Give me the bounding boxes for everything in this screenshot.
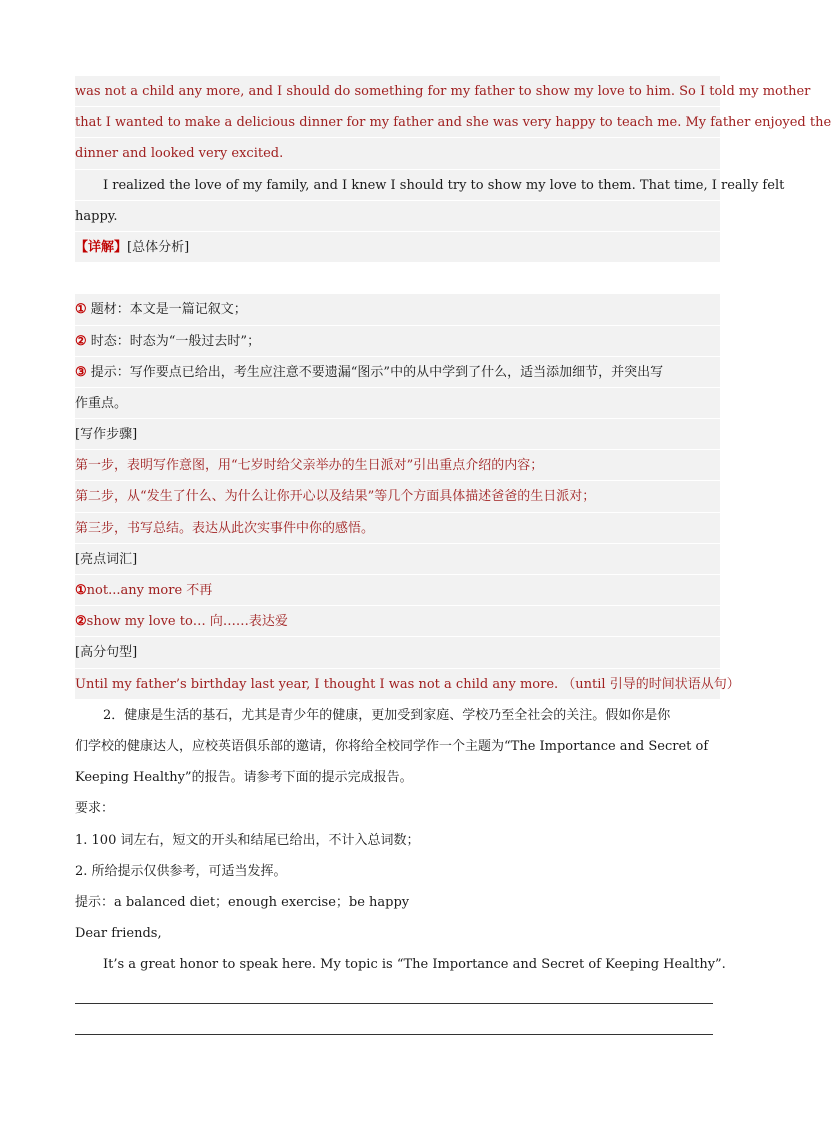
analysis-item-cont: 作重点。 <box>75 388 720 419</box>
story-line: happy. <box>75 201 720 232</box>
requirement-item: 2. 所给提示仅供参考，可适当发挥。 <box>75 863 287 879</box>
analysis-item: ① 题材：本文是一篇记叙文； <box>75 294 720 325</box>
requirements-title: 要求： <box>75 801 115 817</box>
steps-title: [写作步骤] <box>75 419 720 450</box>
step-line: 第三步，书写总结。表达从此次实事件中你的感悟。 <box>75 513 720 544</box>
vocab-title: [亮点词汇] <box>75 544 720 575</box>
circled-number: ② <box>75 614 87 630</box>
sentence-line: Until my father’s birthday last year, I thought I was not a child any more. （until 引导的时间状语从句） <box>75 669 720 700</box>
requirement-item: 1. 100 词左右，短文的开头和结尾已给出，不计入总词数； <box>75 832 420 848</box>
vocab-item: ①not...any more 不再 <box>75 575 720 606</box>
story-line: dinner and looked very excited. <box>75 138 720 169</box>
hint-line: 提示：a balanced diet；enough exercise；be happy <box>75 894 410 910</box>
vocab-item: ②show my love to… 向……表达爱 <box>75 606 720 637</box>
circled-number: ② <box>75 333 87 349</box>
analysis-header <box>75 232 720 263</box>
document-page <box>75 76 831 980</box>
salutation: Dear friends, <box>75 926 162 942</box>
question-paragraph: 2．健康是生活的基石，尤其是青少年的健康，更加受到家庭、学校乃至全社会的关注。假如你是你 <box>103 707 671 723</box>
step-line: 第一步，表明写作意图，用“七岁时给父亲举办的生日派对”引出重点介绍的内容； <box>75 450 720 481</box>
circled-number: ③ <box>75 364 87 380</box>
analysis-item: ③ 提示：写作要点已给出，考生应注意不要遗漏“图示”中的从中学到了什么，适当添加细节，并突出写 <box>75 357 720 388</box>
circled-number: ① <box>75 583 87 598</box>
opening-sentence: It’s a great honor to speak here. My topic is “The Importance and Secret of Keeping Healthy”. <box>103 957 726 973</box>
answer-line <box>75 1034 713 1035</box>
analysis-title: [总体分析] <box>127 239 190 255</box>
question-paragraph: 们学校的健康达人，应校英语俱乐部的邀请，你将给全校同学作一个主题为“The Importance and Secret of <box>75 738 709 754</box>
story-line: I realized the love of my family, and I knew I should try to show my love to them. That time, I really felt <box>75 170 720 201</box>
story-line: was not a child any more, and I should do something for my father to show my love to him. So I told my mother <box>75 76 720 107</box>
question-paragraph: Keeping Healthy”的报告。请参考下面的提示完成报告。 <box>75 770 413 786</box>
circled-number: ① <box>75 302 87 318</box>
sentence-title: [高分句型] <box>75 637 720 668</box>
analysis-item: ② 时态：时态为“一般过去时”； <box>75 326 720 357</box>
question-block <box>75 700 726 981</box>
answer-block <box>75 76 831 700</box>
blank-line <box>75 263 720 294</box>
step-line: 第二步，从“发生了什么、为什么让你开心以及结果”等几个方面具体描述爸爸的生日派对； <box>75 481 720 512</box>
answer-line <box>75 1003 713 1004</box>
story-line: that I wanted to make a delicious dinner for my father and she was very happy to teach me. My father enjoyed the <box>75 107 720 138</box>
detail-label: 【详解】 <box>75 239 128 255</box>
